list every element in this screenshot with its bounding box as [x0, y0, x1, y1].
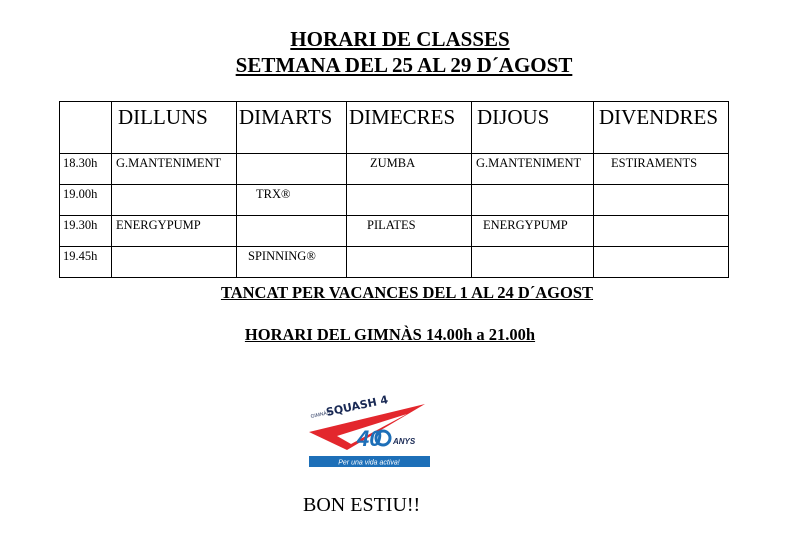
class-cell: [112, 247, 237, 278]
class-cell: [112, 185, 237, 216]
logo-side-text: GIMNÀS: [310, 409, 331, 420]
header-cell-friday: DIVENDRES: [594, 102, 729, 154]
page-subtitle: SETMANA DEL 25 AL 29 D´AGOST: [235, 53, 573, 77]
time-cell: 19.45h: [60, 247, 112, 278]
header-cell-blank: [60, 102, 112, 154]
header-cell-monday: DILLUNS: [112, 102, 237, 154]
farewell-text: BON ESTIU!!: [303, 494, 421, 516]
time-cell: 19.30h: [60, 216, 112, 247]
closure-notice: TANCAT PER VACANCES DEL 1 AL 24 D´AGOST: [220, 283, 594, 302]
header-cell-wednesday: DIMECRES: [347, 102, 472, 154]
time-cell: 19.00h: [60, 185, 112, 216]
class-cell: [594, 185, 729, 216]
class-cell: [594, 247, 729, 278]
class-cell: [237, 216, 347, 247]
class-cell: PILATES: [347, 216, 472, 247]
schedule-table: [59, 101, 729, 278]
table-row: [60, 247, 729, 278]
class-cell: G.MANTENIMENT: [112, 154, 237, 185]
header-cell-tuesday: DIMARTS: [237, 102, 347, 154]
class-cell: [347, 247, 472, 278]
class-cell: [594, 216, 729, 247]
table-row: [60, 216, 729, 247]
table-row: [60, 185, 729, 216]
class-cell: ENERGYPUMP: [472, 216, 594, 247]
class-cell: TRX®: [237, 185, 347, 216]
class-cell: SPINNING®: [237, 247, 347, 278]
logo-suffix-text: ANYS: [393, 437, 416, 446]
gym-hours-notice: HORARI DEL GIMNÀS 14.00h a 21.00h: [244, 325, 536, 344]
class-cell: [472, 185, 594, 216]
time-cell: 18.30h: [60, 154, 112, 185]
table-header-row: [60, 102, 729, 154]
page-title: HORARI DE CLASSES: [290, 27, 510, 51]
logo-tagline: Per una vida activa!: [338, 459, 400, 467]
class-cell: ZUMBA: [347, 154, 472, 185]
header-cell-thursday: DIJOUS: [472, 102, 594, 154]
class-cell: [472, 247, 594, 278]
class-cell: ENERGYPUMP: [112, 216, 237, 247]
table-row: [60, 154, 729, 185]
class-cell: ESTIRAMENTS: [594, 154, 729, 185]
class-cell: G.MANTENIMENT: [472, 154, 594, 185]
logo-number-text: 40: [357, 426, 382, 451]
class-cell: [237, 154, 347, 185]
gym-logo: [307, 388, 435, 470]
logo-brand-text: SQUASH 4: [324, 393, 390, 419]
class-cell: [347, 185, 472, 216]
